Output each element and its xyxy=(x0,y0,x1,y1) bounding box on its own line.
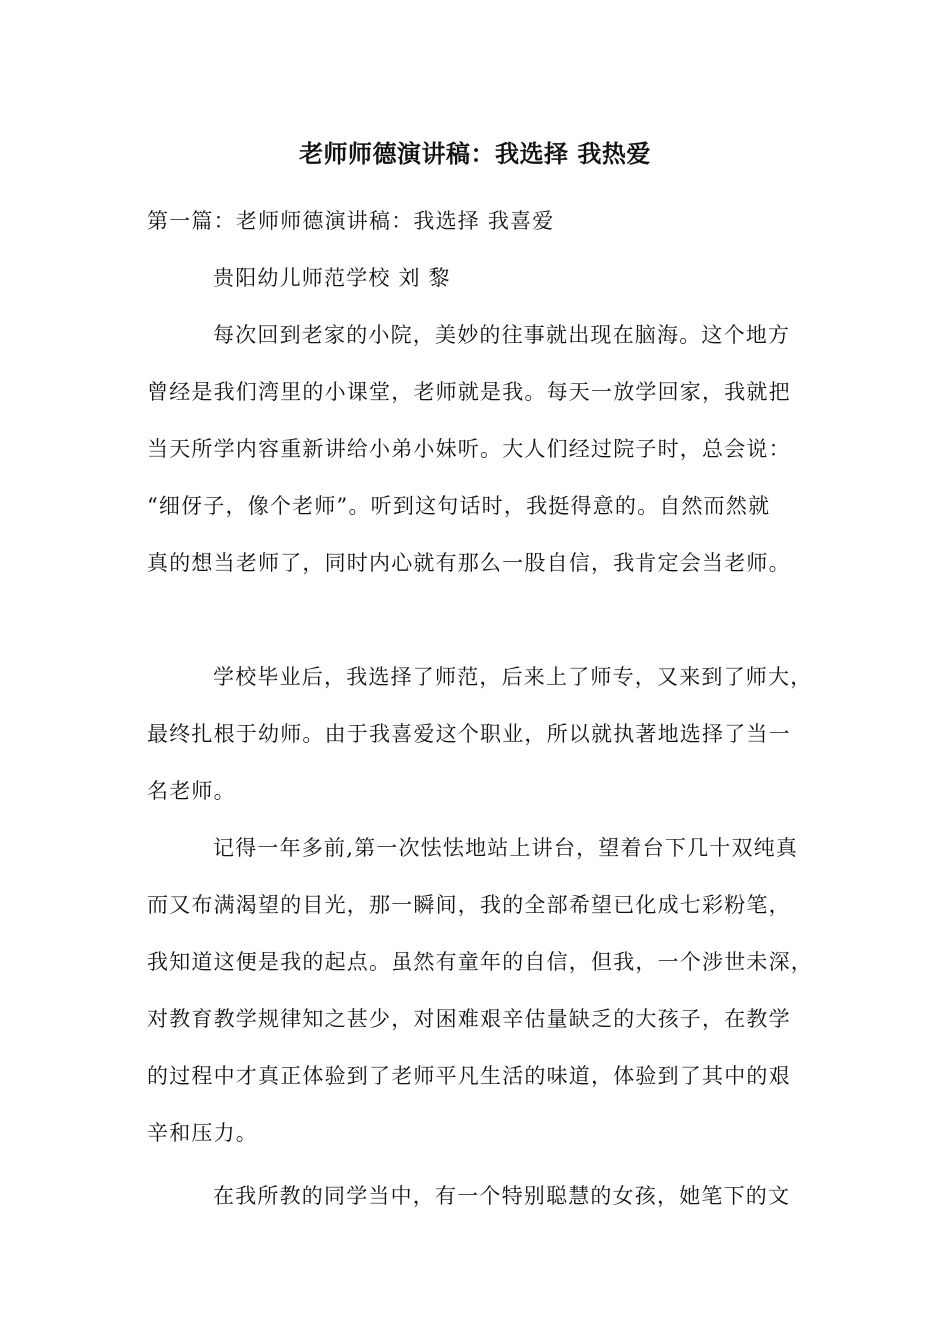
document-title: 老师师德演讲稿：我选择 我热爱 xyxy=(299,139,651,168)
body-line: 每次回到老家的小院，美妙的往事就出现在脑海。这个地方 xyxy=(213,323,791,347)
author-byline: 贵阳幼儿师范学校 刘 黎 xyxy=(213,266,451,290)
body-line: 学校毕业后，我选择了师范，后来上了师专，又来到了师大， xyxy=(213,665,813,689)
body-line: 在我所教的同学当中，有一个特别聪慧的女孩，她笔下的文 xyxy=(213,1184,791,1208)
body-line: 曾经是我们湾里的小课堂，老师就是我。每天一放学回家，我就把 xyxy=(147,380,791,404)
section-heading: 第一篇：老师师德演讲稿：我选择 我喜爱 xyxy=(147,209,555,233)
body-line: 我知道这便是我的起点。虽然有童年的自信，但我，一个涉世未深， xyxy=(147,950,813,974)
body-line: 名老师。 xyxy=(147,779,236,803)
body-line: 当天所学内容重新讲给小弟小妹听。大人们经过院子时，总会说： xyxy=(147,437,791,461)
body-line: 对教育教学规律知之甚少，对困难艰辛估量缺乏的大孩子，在教学 xyxy=(147,1007,791,1031)
body-line: 的过程中才真正体验到了老师平凡生活的味道，体验到了其中的艰 xyxy=(147,1064,791,1088)
body-line: 真的想当老师了，同时内心就有那么一股自信，我肯定会当老师。 xyxy=(147,551,791,575)
body-line: 记得一年多前,第一次怯怯地站上讲台，望着台下几十双纯真 xyxy=(213,836,799,860)
body-line: 而又布满渴望的目光，那一瞬间，我的全部希望已化成七彩粉笔， xyxy=(147,893,791,917)
body-line: 最终扎根于幼师。由于我喜爱这个职业，所以就执著地选择了当一 xyxy=(147,722,791,746)
body-line: “细伢子，像个老师”。听到这句话时，我挺得意的。自然而然就 xyxy=(147,494,771,518)
body-line: 辛和压力。 xyxy=(147,1121,258,1145)
